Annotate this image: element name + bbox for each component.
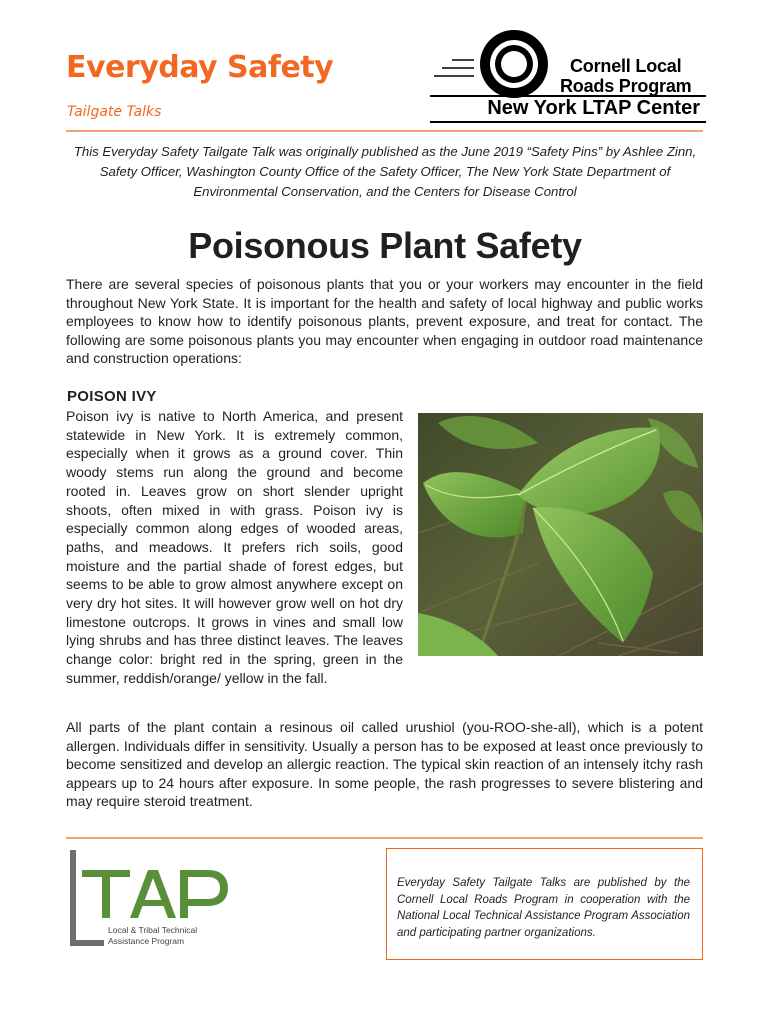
urushiol-paragraph: All parts of the plant contain a resinous oil called urushiol (you-ROO-she-all), which is a potent allergen. Individuals differ in sensitivity. Usually a person has to be exposed at least once previously to become sensitized and develop an allergic reaction. The typical skin reaction of an intensely itchy rash appears up to 24 hours after exposure. In some people, the rash progresses to severe blistering and may require steroid treatment. — [66, 719, 703, 809]
cornell-local-roads-logo — [430, 26, 706, 124]
poison-ivy-leaves-image — [418, 413, 703, 656]
logo-line-1: Cornell Local — [570, 56, 682, 76]
publisher-note: Everyday Safety Tailgate Talks are published by the Cornell Local Roads Program in cooperation with the National Local Technical Assistance Program Association and participating partner organizations. — [397, 877, 690, 939]
ltap-caption — [108, 925, 197, 946]
intro-credit: This Everyday Safety Tailgate Talk was originally published as the June 2019 “Safety Pins” by Ashlee Zinn, Safety Officer, Washington County Office of the Safety Officer, The New York State Department of Environmental Conservation, and the Centers for Disease Control — [73, 144, 697, 199]
logo-line-2: Roads Program — [560, 76, 692, 96]
poison-ivy-photo — [418, 413, 703, 656]
header-divider — [66, 130, 703, 132]
header-title: Everyday Safety — [66, 50, 334, 85]
page-title: Poisonous Plant Safety — [188, 225, 582, 266]
publisher-note-box — [386, 848, 703, 960]
tire-wheel-icon — [478, 28, 550, 100]
ltap-caption-line-1: Local & Tribal Technical — [108, 925, 198, 935]
intro-paragraph: There are several species of poisonous plants that you or your workers may encounter in the field throughout New York State. It is important for the health and safety of local highway and public works employees to know how to identify poisonous plants, prevent exposure, and treat for contact. The following are some poisonous plants you may encounter when engaging in outdoor road maintenance and construction operations: — [66, 276, 703, 366]
logo-bar: New York LTAP Center — [430, 95, 706, 123]
poison-ivy-description: Poison ivy is native to North America, and present statewide in New York. It is extremely common, especially when it grows as a ground cover. Thin woody stems run along the ground and become rooted in. Leaves grow on short slender upright shoots, often mixed in with grass. Poison ivy is especially common along edges of wooded areas, paths, and meadows. It prefers rich soils, good moisture and the partial shade of forest edges, but seems to be able to grow almost anywhere except on very dry hot sites. It will however grow well on hot dry limestone outcrops. It grows in vines and small low lying shrubs and has three distinct leaves. The leaves change color: bright red in the spring, green in the summer, reddish/orange/ yellow in the fall. — [66, 408, 403, 686]
ltap-caption-line-2: Assistance Program — [108, 935, 185, 946]
header-subtitle: Tailgate Talks — [67, 104, 162, 120]
section-heading-poison-ivy: POISON IVY — [67, 388, 157, 405]
speed-lines-icon — [432, 56, 476, 80]
footer-divider — [66, 837, 703, 839]
